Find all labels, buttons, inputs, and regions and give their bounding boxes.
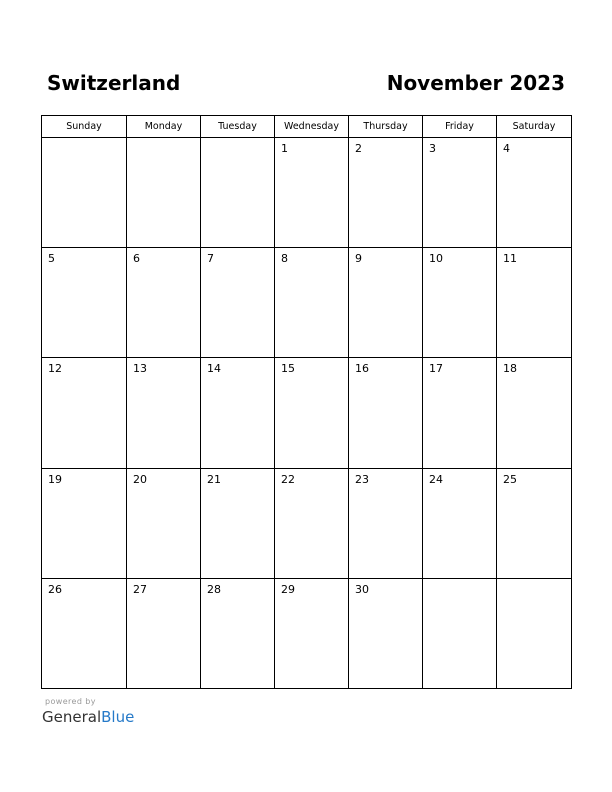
day-cell xyxy=(423,468,497,578)
day-cell xyxy=(423,578,497,688)
generalblue-logo[interactable] xyxy=(42,707,134,727)
day-cell xyxy=(201,248,275,358)
day-number: 25 xyxy=(503,472,517,486)
week-row-4 xyxy=(42,468,572,578)
day-cell xyxy=(423,248,497,358)
weekday-monday: Monday xyxy=(127,116,201,138)
weekday-sunday: Sunday xyxy=(42,116,127,138)
day-number: 1 xyxy=(281,142,288,155)
day-cell xyxy=(275,138,349,248)
footer-branding xyxy=(42,697,134,727)
day-cell xyxy=(349,138,423,248)
day-cell xyxy=(275,358,349,468)
weekday-friday: Friday xyxy=(423,116,497,138)
day-cell xyxy=(275,248,349,358)
powered-by-label: powered by xyxy=(45,697,96,706)
day-number: 10 xyxy=(429,252,443,266)
day-cell xyxy=(497,468,572,578)
day-cell xyxy=(127,138,201,248)
week-row-1 xyxy=(42,138,572,248)
day-number: 9 xyxy=(355,252,362,266)
day-number: 24 xyxy=(429,472,443,486)
day-number xyxy=(42,138,126,142)
week-row-5 xyxy=(42,578,572,688)
week-row-2 xyxy=(42,248,572,358)
country-title: Switzerland xyxy=(47,71,181,95)
day-cell xyxy=(42,468,127,578)
day-number: 5 xyxy=(48,252,55,266)
day-cell xyxy=(127,358,201,468)
day-number: 2 xyxy=(355,142,362,155)
day-number: 18 xyxy=(503,362,517,376)
month-year-title: November 2023 xyxy=(386,71,565,95)
day-number xyxy=(497,579,571,583)
day-number: 11 xyxy=(503,252,517,266)
day-number: 20 xyxy=(133,472,147,486)
weekday-header-row xyxy=(42,116,572,138)
brand-general: General xyxy=(42,708,102,726)
day-number: 27 xyxy=(133,582,147,596)
day-number xyxy=(127,138,200,142)
day-number: 23 xyxy=(355,472,369,486)
day-cell xyxy=(497,138,572,248)
day-cell xyxy=(349,248,423,358)
day-cell xyxy=(423,358,497,468)
day-cell xyxy=(127,578,201,688)
day-number: 14 xyxy=(207,362,221,376)
day-cell xyxy=(201,358,275,468)
day-cell xyxy=(201,578,275,688)
day-number: 19 xyxy=(48,472,62,486)
day-number: 4 xyxy=(503,142,510,155)
day-cell xyxy=(423,138,497,248)
calendar-grid xyxy=(41,115,572,689)
day-number: 6 xyxy=(133,252,140,266)
day-cell xyxy=(275,468,349,578)
day-number: 28 xyxy=(207,582,221,596)
day-cell xyxy=(349,358,423,468)
weekday-thursday: Thursday xyxy=(349,116,423,138)
day-cell xyxy=(349,578,423,688)
day-cell xyxy=(201,138,275,248)
day-cell xyxy=(127,468,201,578)
day-cell xyxy=(42,578,127,688)
day-number: 15 xyxy=(281,362,295,376)
day-number: 22 xyxy=(281,472,295,486)
day-cell xyxy=(42,248,127,358)
week-row-3 xyxy=(42,358,572,468)
weekday-saturday: Saturday xyxy=(497,116,572,138)
day-number: 26 xyxy=(48,582,62,596)
day-cell xyxy=(42,138,127,248)
day-number: 3 xyxy=(429,142,436,155)
day-cell xyxy=(497,578,572,688)
day-number: 17 xyxy=(429,362,443,376)
day-cell xyxy=(201,468,275,578)
day-number: 7 xyxy=(207,252,214,266)
day-number: 16 xyxy=(355,362,369,376)
day-number xyxy=(423,579,496,583)
brand-blue: Blue xyxy=(101,708,135,726)
day-number: 12 xyxy=(48,362,62,376)
day-number: 29 xyxy=(281,582,295,596)
weekday-wednesday: Wednesday xyxy=(275,116,349,138)
day-number: 30 xyxy=(355,582,369,596)
day-cell xyxy=(127,248,201,358)
day-cell xyxy=(349,468,423,578)
day-cell xyxy=(497,248,572,358)
day-number: 21 xyxy=(207,472,221,486)
day-cell xyxy=(42,358,127,468)
day-number xyxy=(201,138,274,142)
day-cell xyxy=(275,578,349,688)
day-number: 8 xyxy=(281,252,288,266)
day-cell xyxy=(497,358,572,468)
weekday-tuesday: Tuesday xyxy=(201,116,275,138)
day-number: 13 xyxy=(133,362,147,376)
